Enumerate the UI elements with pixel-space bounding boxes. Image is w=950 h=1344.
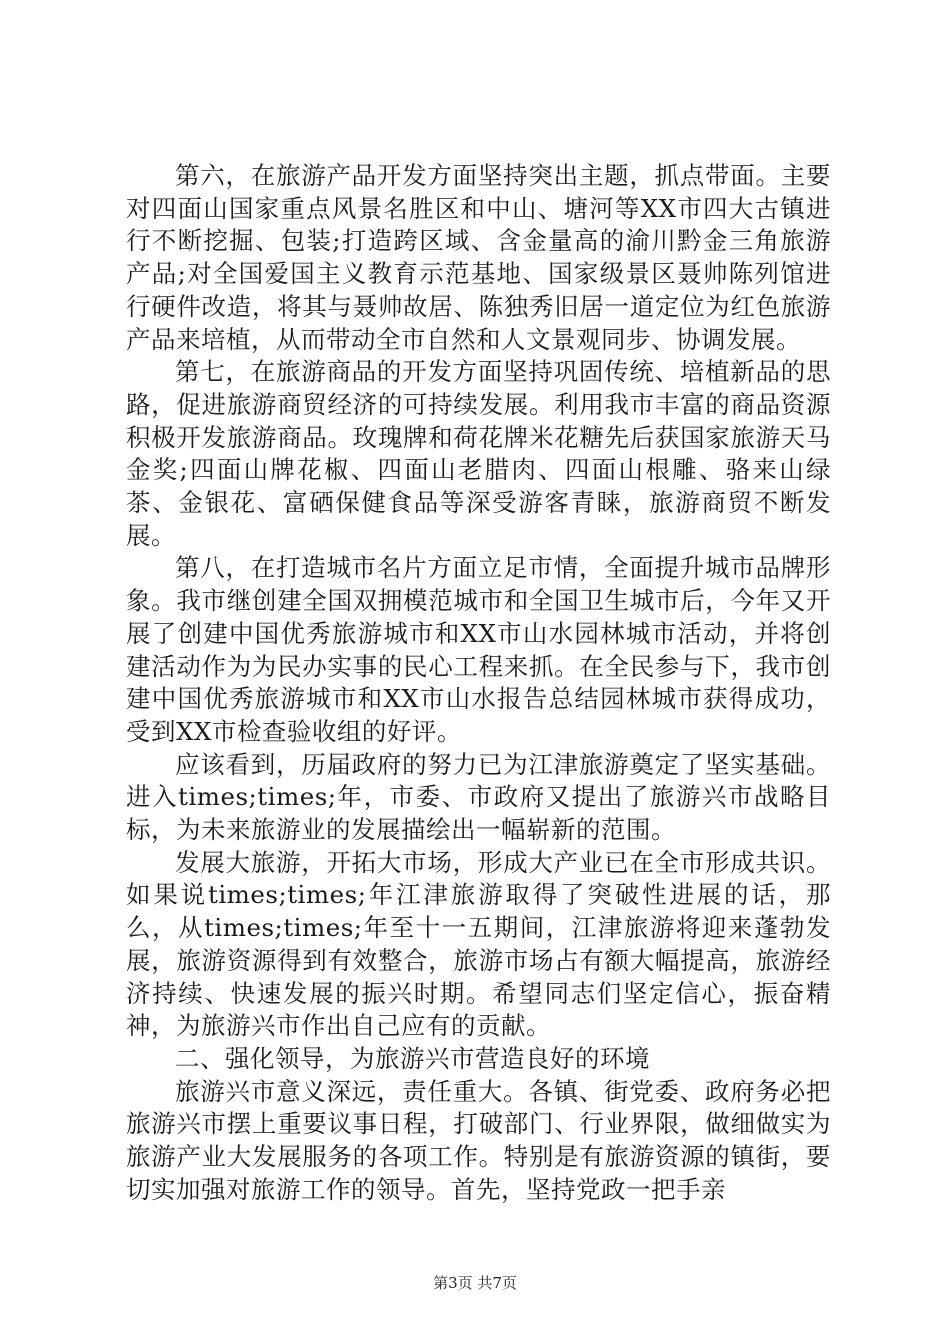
paragraph-develop-tourism: 发展大旅游，开拓大市场，形成大产业已在全市形成共识。如果说times;times;年江津旅游取得了突破性进展的话，那么，从times;times;年至十一五期间，江津旅游将迎来蓬勃发展，旅游资源得到有效整合，旅游市场占有额大幅提高，旅游经济持续、快速发展的振兴时期。希望同志们坚定信心，振奋精神，为旅游兴市作出自己应有的贡献。 — [126, 847, 831, 1041]
paragraph-8th-city-brand: 第八，在打造城市名片方面立足市情，全面提升城市品牌形象。我市继创建全国双拥模范城市和全国卫生城市后，今年又开展了创建中国优秀旅游城市和XX市山水园林城市活动，并将创建活动作为为民办实事的民心工程来抓。在全民参与下，我市创建中国优秀旅游城市和XX市山水报告总结园林城市获得成功，受到XX市检查验收组的好评。 — [126, 553, 831, 746]
page-footer: 第3页 共7页 — [433, 1274, 517, 1292]
paragraph-leadership: 旅游兴市意义深远，责任重大。各镇、街党委、政府务必把旅游兴市摆上重要议事日程，打破部门、行业界限，做细做实为旅游产业大发展服务的各项工作。特别是有旅游资源的镇街，要切实加强对旅游工作的领导。首先，坚持党政一把手亲 — [126, 1076, 831, 1204]
paragraph-7th-tourism-goods: 第七，在旅游商品的开发方面坚持巩固传统、培植新品的思路，促进旅游商贸经济的可持续发展。利用我市丰富的商品资源积极开发旅游商品。玫瑰牌和荷花牌米花糖先后获国家旅游天马金奖;四面山牌花椒、四面山老腊肉、四面山根雕、骆来山绿茶、金银花、富硒保健食品等深受游客青睐，旅游商贸不断发展。 — [126, 357, 831, 550]
section-heading: 二、强化领导，为旅游兴市营造良好的环境 — [175, 1043, 650, 1073]
paragraph-6th-tourism-products: 第六，在旅游产品开发方面坚持突出主题，抓点带面。主要对四面山国家重点风景名胜区和中山、塘河等XX市四大古镇进行不断挖掘、包装;打造跨区域、含金量高的渝川黔金三角旅游产品;对全国爱国主义教育示范基地、国家级景区聂帅陈列馆进行硬件改造，将其与聂帅故居、陈独秀旧居一道定位为红色旅游产品来培植，从而带动全市自然和人文景观同步、协调发展。 — [126, 161, 831, 354]
document-body — [126, 160, 831, 1207]
paragraph-foundation: 应该看到，历届政府的努力已为江津旅游奠定了坚实基础。进入times;times;年，市委、市政府又提出了旅游兴市战略目标，为未来旅游业的发展描绘出一幅崭新的范围。 — [126, 749, 831, 845]
